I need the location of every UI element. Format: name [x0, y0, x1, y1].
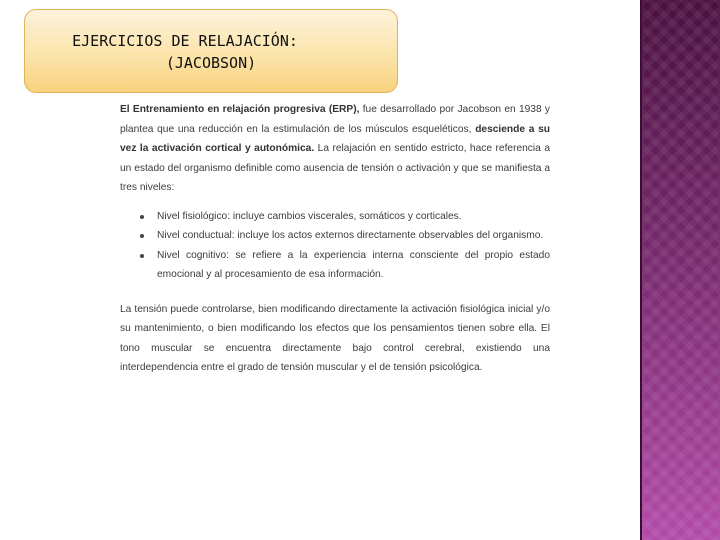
- decorative-side-band: [642, 0, 720, 540]
- slide-title-box: [24, 9, 398, 93]
- closing-paragraph: La tensión puede controlarse, bien modificando directamente la activación fisiológica inicial y/o su mantenimiento, o bien modificando los efectos que los pensamientos tienen sobre ella. El tono muscular se encuentra directamente bajo control cerebral, existiendo una interdependencia entre el grado de tensión muscular y el de tensión psicológica.: [120, 303, 550, 373]
- intro-bold-2: desciende a su vez la activación cortical y autonómica.: [120, 123, 550, 154]
- bullet-icon: [140, 234, 144, 238]
- intro-paragraph: [120, 100, 550, 198]
- list-item: [120, 207, 550, 227]
- level-text: Nivel fisiológico: incluye cambios viscerales, somáticos y corticales.: [157, 210, 462, 222]
- intro-term: El Entrenamiento en relajación progresiva (ERP),: [120, 104, 360, 115]
- bullet-icon: [140, 215, 144, 219]
- bullet-icon: [140, 254, 144, 258]
- slide-title-line1: EJERCICIOS DE RELAJACIÓN:: [72, 32, 298, 50]
- levels-list: [120, 207, 550, 285]
- list-item: [120, 226, 550, 246]
- level-text: Nivel conductual: incluye los actos externos directamente observables del organismo.: [157, 230, 544, 241]
- slide-content: [120, 100, 550, 378]
- level-text: Nivel cognitivo: se refiere a la experiencia interna consciente del propio estado emocional y al procesamiento de esa información.: [157, 249, 550, 280]
- slide-title-line2: (JACOBSON): [165, 54, 257, 72]
- list-item: [120, 246, 550, 285]
- intro-text-2: La relajación en sentido estricto, hace referencia a un estado del organismo definible como ausencia de tensión o activación y que se manifiesta a tres niveles:: [120, 143, 550, 193]
- intro-text-1: fue desarrollado por Jacobson en 1938 y plantea que una reducción en la estimulación de los músculos esqueléticos,: [120, 104, 550, 135]
